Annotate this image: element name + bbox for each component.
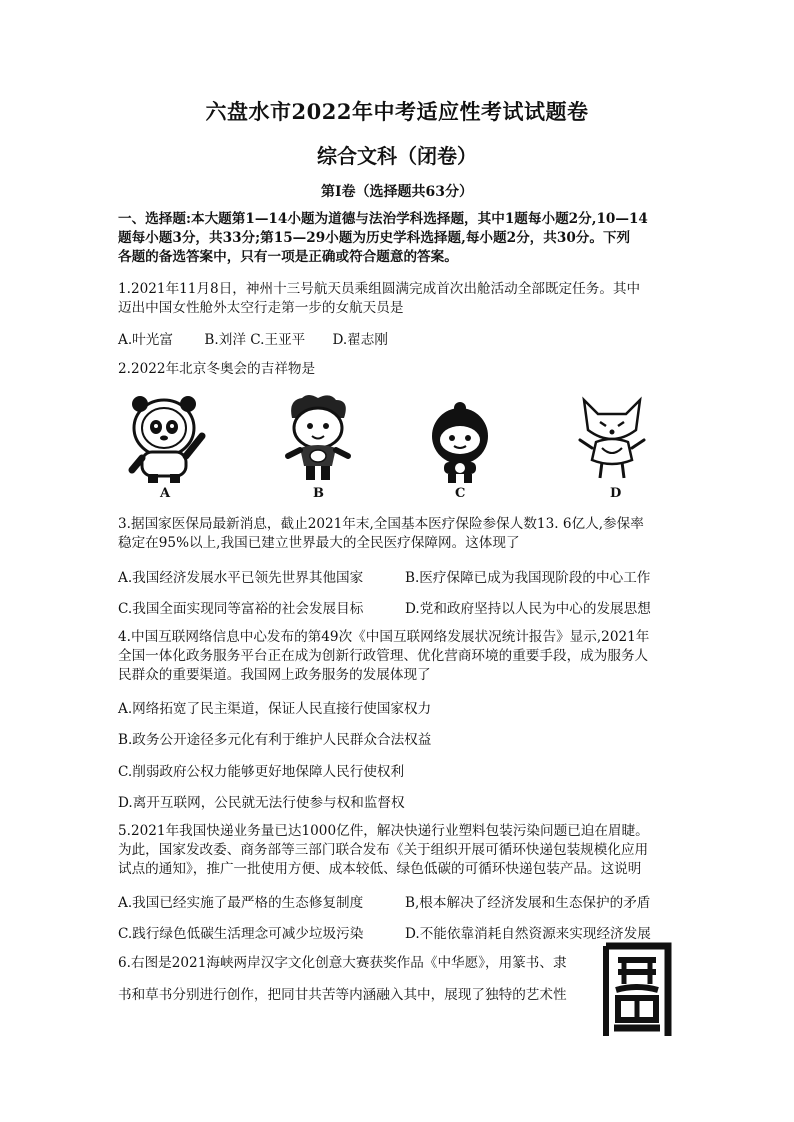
mascot-b-image [278,394,358,484]
q3-stem-line-2: 稳定在95%以上,我国已建立世界最大的全民医疗保障网。这体现了 [118,535,520,551]
section-instruction-line-1: 一、选择题:本大题第1—14小题为道德与法治学科选择题，其中1题每小题2分,10—14 [118,211,648,227]
q3-option-b: B.医疗保障已成为我国现阶段的中心工作 [405,570,651,586]
q5-stem-line-1: 5.2021年我国快递业务量已达1000亿件，解决快递行业塑料包装污染问题已迫在眉睫。 [118,823,649,839]
section-instruction-line-3: 各题的备选答案中，只有一项是正确或符合题意的答案。 [118,249,458,265]
q6-stem-line-2: 书和草书分别进行创作，把同甘共苦等内涵融入其中，展现了独特的艺术性 [118,987,567,1003]
q5-stem-line-3: 试点的通知》，推广一批使用方便、成本较低、绿色低碳的可循环快递包装产品。这说明 [118,861,642,877]
exam-title: 六盘水市2022年中考适应性考试试题卷 [205,99,589,124]
q4-option-b: B.政务公开途径多元化有利于维护人民群众合法权益 [118,732,432,748]
q5-option-d: D.不能依靠消耗自然资源来实现经济发展 [405,926,651,942]
q4-stem-line-2: 全国一体化政务服务平台正在成为创新行政管理、优化营商环境的重要手段，成为服务人 [118,648,649,664]
q3-option-c: C.我国全面实现同等富裕的社会发展目标 [118,601,364,617]
mascot-label-a: A [160,486,171,501]
mascot-d-image [572,392,652,486]
q4-option-d: D.离开互联网，公民就无法行使参与权和监督权 [118,795,405,811]
mascot-c-image [424,400,496,484]
q5-option-a: A.我国已经实施了最严格的生态修复制度 [118,895,364,911]
q4-option-c: C.削弱政府公权力能够更好地保障人民行使权利 [118,764,405,780]
section-instruction-line-2: 题每小题3分，共33分;第15—29小题为历史学科选择题,每小题2分，共30分。下列 [118,230,631,246]
q1-options: A.叶光富 B.刘洋 C.王亚平 D.翟志刚 [118,332,388,348]
q2-stem: 2.2022年北京冬奥会的吉祥物是 [118,361,316,377]
q3-option-d: D.党和政府坚持以人民为中心的发展思想 [405,601,651,617]
q1-stem-line-2: 迈出中国女性舱外太空行走第一步的女航天员是 [118,300,404,316]
q4-stem-line-3: 民群众的重要渠道。我国网上政务服务的发展体现了 [118,667,431,683]
q5-option-b: B,根本解决了经济发展和生态保护的矛盾 [405,895,651,911]
q3-stem-line-1: 3.据国家医保局最新消息，截止2021年末,全国基本医疗保险参保人数13. 6亿人,参保率 [118,516,644,532]
q3-option-a: A.我国经济发展水平已领先世界其他国家 [118,570,364,586]
q4-option-a: A.网络拓宽了民主渠道，保证人民直接行使国家权力 [118,701,432,717]
calligraphy-artwork-image [600,940,674,1040]
q5-stem-line-2: 为此，国家发改委、商务部等三部门联合发布《关于组织开展可循环快递包装规模化应用 [118,842,649,858]
q4-stem-line-1: 4.中国互联网络信息中心发布的第49次《中国互联网络发展状况统计报告》显示,2021年 [118,629,650,645]
q6-stem-line-1: 6.右图是2021海峡两岸汉字文化创意大赛获奖作品《中华愿》，用篆书、隶 [118,955,567,971]
mascot-label-b: B [313,486,324,501]
mascot-a-panda-image [124,392,212,484]
exam-subject: 综合文科（闭卷） [317,144,477,168]
q5-option-c: C.践行绿色低碳生活理念可减少垃圾污染 [118,926,364,942]
exam-part: 第Ⅰ卷（选择题共63分） [320,184,474,200]
mascot-label-d: D [610,486,622,501]
mascot-label-c: C [455,486,466,501]
q1-stem-line-1: 1.2021年11月8日，神州十三号航天员乘组圆满完成首次出舱活动全部既定任务。其中 [118,281,641,297]
